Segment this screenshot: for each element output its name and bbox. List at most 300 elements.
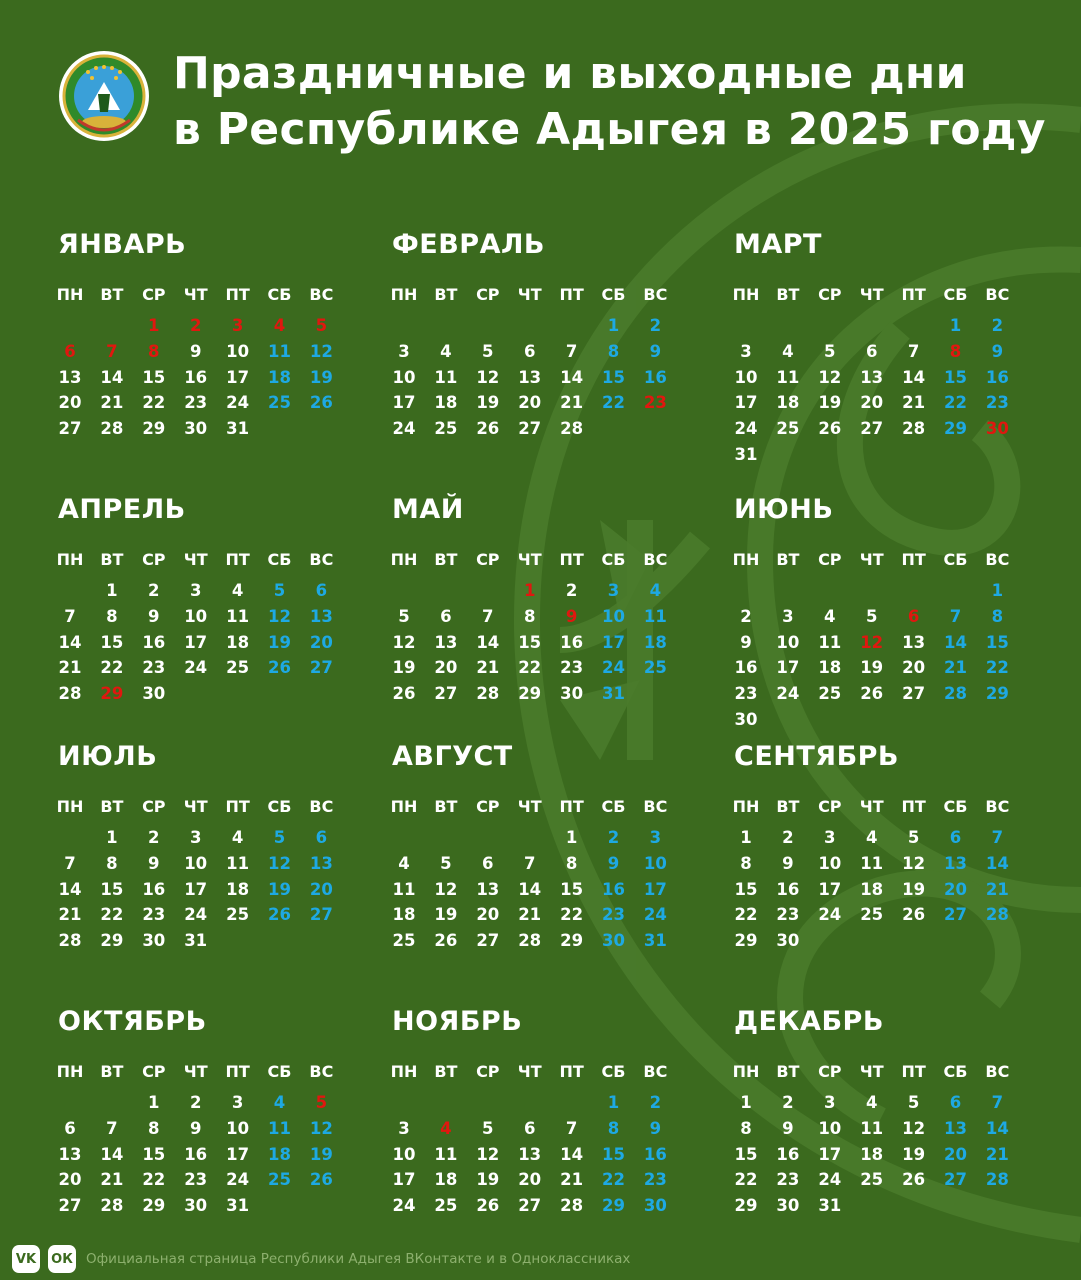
day-cell: 13	[309, 606, 333, 626]
day-cell: 11	[226, 606, 250, 626]
day-cell: 28	[100, 419, 124, 439]
day-cell: 16	[776, 1144, 800, 1164]
weekday-label: ПТ	[559, 797, 584, 816]
day-cell: 2	[189, 1093, 202, 1112]
month-name: АПРЕЛЬ	[58, 494, 186, 525]
day-cell: 6	[949, 828, 962, 847]
day-cell: 31	[818, 1196, 842, 1216]
day-cell: 4	[440, 341, 452, 361]
weekday-label: ПТ	[559, 550, 584, 569]
day-cell: 21	[985, 879, 1009, 899]
header	[58, 48, 1046, 155]
day-cell: 23	[560, 658, 584, 678]
weekday-label: ПН	[56, 285, 84, 304]
day-cell: 3	[189, 828, 202, 847]
weekday-label: ПН	[732, 285, 760, 304]
day-cell: 16	[602, 879, 625, 899]
day-cell: 5	[907, 1093, 920, 1112]
day-cell: 17	[226, 367, 250, 387]
weekday-label: СР	[142, 285, 166, 304]
day-cell: 3	[398, 1118, 410, 1138]
day-cell: 31	[734, 445, 758, 464]
day-cell: 9	[189, 1118, 202, 1138]
month-name: ИЮЛЬ	[58, 741, 158, 772]
day-cell: 2	[782, 1093, 794, 1112]
day-cell: 26	[392, 684, 416, 704]
day-cell: 7	[565, 341, 578, 361]
month-9	[734, 737, 1034, 997]
weekday-label: СБ	[943, 797, 968, 816]
weekday-label: ПТ	[901, 550, 926, 569]
month-11	[392, 1002, 692, 1262]
day-cell: 26	[309, 393, 333, 413]
day-cell: 20	[860, 393, 884, 413]
day-cell: 11	[268, 341, 291, 361]
weekday-label: СБ	[601, 285, 626, 304]
day-cell: 7	[523, 853, 536, 873]
day-cell: 28	[100, 1196, 124, 1216]
day-cell: 29	[734, 1196, 758, 1216]
day-cell: 22	[142, 393, 166, 413]
day-cell: 29	[142, 1196, 166, 1216]
month-name: СЕНТЯБРЬ	[734, 741, 900, 772]
day-cell: 31	[226, 1196, 250, 1216]
day-cell: 16	[184, 1144, 208, 1164]
weekday-label: ПН	[56, 1062, 84, 1081]
day-cell: 5	[865, 606, 878, 626]
day-cell: 11	[860, 853, 884, 873]
day-cell: 9	[607, 853, 620, 873]
day-cell: 25	[226, 905, 250, 925]
day-cell: 16	[142, 632, 166, 652]
weekday-label: СБ	[267, 797, 292, 816]
page-title	[173, 46, 1053, 158]
day-cell: 17	[776, 658, 800, 678]
day-cell: 1	[106, 581, 118, 600]
weekday-label: ЧТ	[517, 550, 542, 569]
day-cell: 23	[985, 393, 1009, 413]
day-cell: 5	[398, 606, 410, 626]
day-cell: 22	[560, 905, 584, 925]
day-cell: 16	[142, 879, 166, 899]
day-cell: 5	[824, 341, 836, 361]
day-cell: 6	[482, 853, 494, 873]
weekday-label: СБ	[943, 1062, 968, 1081]
month-name: МАРТ	[734, 229, 822, 260]
day-cell: 23	[142, 905, 166, 925]
day-cell: 28	[560, 419, 584, 439]
day-cell: 8	[148, 341, 160, 361]
day-cell: 7	[106, 341, 118, 361]
day-cell: 22	[602, 393, 625, 413]
day-cell: 16	[560, 632, 584, 652]
title-line-2: в Республике Адыгея в 2025 году	[173, 104, 1046, 155]
day-cell: 14	[58, 632, 82, 652]
weekday-label: ЧТ	[859, 285, 884, 304]
day-cell: 21	[560, 393, 584, 413]
weekday-label: ВС	[309, 797, 334, 816]
weekday-label: ПТ	[901, 797, 926, 816]
day-cell: 19	[309, 1144, 333, 1164]
day-cell: 24	[776, 684, 800, 704]
day-cell: 4	[398, 853, 410, 873]
weekday-label: ПТ	[225, 797, 250, 816]
day-cell: 26	[268, 905, 291, 925]
day-cell: 30	[776, 931, 800, 951]
day-cell: 5	[440, 853, 452, 873]
weekday-label: ВТ	[776, 550, 800, 569]
day-cell: 23	[734, 684, 758, 704]
weekday-label: СБ	[267, 285, 292, 304]
day-cell: 21	[944, 658, 967, 678]
day-cell: 7	[106, 1118, 118, 1138]
day-cell: 2	[607, 828, 620, 847]
day-cell: 18	[860, 879, 884, 899]
weekday-label: СБ	[601, 1062, 626, 1081]
day-cell: 31	[226, 419, 250, 439]
day-cell: 3	[607, 581, 620, 600]
day-cell: 27	[58, 419, 82, 439]
day-cell: 9	[148, 606, 160, 626]
day-cell: 11	[860, 1118, 884, 1138]
weekday-label: ВС	[985, 797, 1010, 816]
day-cell: 1	[565, 828, 578, 847]
day-cell: 15	[734, 879, 758, 899]
day-cell: 6	[907, 606, 920, 626]
day-cell: 25	[643, 658, 667, 678]
day-cell: 10	[184, 606, 208, 626]
day-cell: 8	[991, 606, 1004, 626]
day-cell: 4	[273, 316, 286, 335]
day-cell: 2	[782, 828, 794, 847]
weekday-label: ВТ	[434, 797, 458, 816]
weekday-label: ВТ	[776, 285, 800, 304]
day-cell: 17	[818, 879, 842, 899]
day-cell: 27	[309, 905, 333, 925]
footer-text: Официальная страница Республики Адыгея ВКонтакте и в Одноклассниках	[86, 1251, 631, 1267]
day-cell: 5	[482, 341, 494, 361]
day-cell: 21	[100, 393, 124, 413]
day-cell: 10	[734, 367, 758, 387]
day-cell: 26	[268, 658, 291, 678]
weekday-label: ПН	[390, 285, 418, 304]
weekday-label: ПТ	[225, 285, 250, 304]
day-cell: 17	[734, 393, 758, 413]
day-cell: 12	[902, 1118, 926, 1138]
vk-icon[interactable]: VK	[12, 1245, 40, 1273]
day-cell: 10	[643, 853, 667, 873]
day-cell: 8	[106, 606, 118, 626]
day-cell: 24	[184, 658, 208, 678]
day-cell: 18	[226, 632, 250, 652]
day-cell: 26	[476, 419, 500, 439]
day-cell: 25	[226, 658, 250, 678]
day-cell: 10	[818, 1118, 842, 1138]
day-cell: 3	[824, 828, 836, 847]
day-cell: 25	[860, 1170, 884, 1190]
day-cell: 30	[643, 1196, 667, 1216]
weekday-label: СР	[142, 1062, 166, 1081]
day-cell: 28	[560, 1196, 584, 1216]
day-cell: 14	[518, 879, 542, 899]
day-cell: 19	[476, 393, 500, 413]
day-cell: 19	[818, 393, 842, 413]
day-cell: 18	[860, 1144, 884, 1164]
day-cell: 17	[602, 632, 625, 652]
day-cell: 15	[944, 367, 967, 387]
day-cell: 9	[782, 1118, 794, 1138]
day-cell: 8	[106, 853, 118, 873]
weekday-label: ПТ	[559, 285, 584, 304]
day-cell: 19	[268, 632, 291, 652]
weekday-label: ЧТ	[183, 550, 208, 569]
day-cell: 1	[991, 581, 1004, 600]
weekday-label: ПН	[390, 797, 418, 816]
weekday-label: СР	[818, 550, 842, 569]
day-cell: 14	[476, 632, 500, 652]
day-cell: 17	[184, 879, 208, 899]
day-cell: 4	[231, 828, 244, 847]
ok-icon[interactable]: ОК	[48, 1245, 76, 1273]
day-cell: 6	[64, 1118, 76, 1138]
day-cell: 28	[902, 419, 926, 439]
weekday-label: ВС	[985, 550, 1010, 569]
day-cell: 27	[944, 905, 967, 925]
day-cell: 1	[740, 828, 752, 847]
day-cell: 17	[818, 1144, 842, 1164]
day-cell: 15	[602, 367, 625, 387]
day-cell: 6	[949, 1093, 962, 1112]
day-cell: 1	[607, 1093, 620, 1112]
day-cell: 18	[268, 1144, 291, 1164]
day-cell: 12	[434, 879, 458, 899]
day-cell: 25	[860, 905, 884, 925]
day-cell: 7	[565, 1118, 578, 1138]
day-cell: 16	[776, 879, 800, 899]
day-cell: 25	[268, 393, 291, 413]
day-cell: 15	[518, 632, 542, 652]
month-6	[734, 490, 1034, 750]
weekday-label: ПТ	[559, 1062, 584, 1081]
day-cell: 17	[226, 1144, 250, 1164]
day-cell: 13	[902, 632, 926, 652]
month-2	[392, 225, 692, 485]
day-cell: 28	[985, 905, 1009, 925]
day-cell: 20	[518, 1170, 542, 1190]
day-cell: 12	[309, 341, 333, 361]
day-cell: 14	[902, 367, 926, 387]
day-cell: 19	[476, 1170, 500, 1190]
weekday-label: ВС	[643, 550, 668, 569]
day-cell: 8	[523, 606, 536, 626]
day-cell: 3	[189, 581, 202, 600]
weekday-label: ЧТ	[517, 1062, 542, 1081]
day-cell: 9	[565, 606, 578, 626]
day-cell: 18	[776, 393, 800, 413]
day-cell: 14	[100, 1144, 124, 1164]
weekday-label: ПН	[56, 797, 84, 816]
day-cell: 29	[560, 931, 584, 951]
day-cell: 30	[560, 684, 584, 704]
day-cell: 24	[818, 1170, 842, 1190]
day-cell: 4	[865, 828, 878, 847]
day-cell: 31	[602, 684, 625, 704]
adygea-emblem-icon	[58, 50, 150, 142]
day-cell: 30	[142, 684, 166, 704]
day-cell: 29	[985, 684, 1009, 704]
day-cell: 19	[268, 879, 291, 899]
footer	[12, 1245, 630, 1273]
day-cell: 2	[148, 828, 160, 847]
day-cell: 1	[523, 581, 536, 600]
day-cell: 10	[392, 367, 416, 387]
day-cell: 14	[560, 1144, 584, 1164]
day-cell: 9	[649, 341, 662, 361]
day-cell: 30	[184, 419, 208, 439]
day-cell: 19	[902, 1144, 926, 1164]
weekday-label: СР	[476, 797, 500, 816]
day-cell: 8	[607, 1118, 620, 1138]
month-4	[58, 490, 358, 750]
day-cell: 20	[434, 658, 458, 678]
day-cell: 14	[944, 632, 967, 652]
day-cell: 23	[184, 393, 208, 413]
day-cell: 8	[740, 1118, 752, 1138]
day-cell: 20	[58, 393, 82, 413]
day-cell: 23	[142, 658, 166, 678]
day-cell: 23	[602, 905, 625, 925]
day-cell: 11	[226, 853, 250, 873]
weekday-label: СР	[818, 1062, 842, 1081]
day-cell: 10	[226, 341, 250, 361]
day-cell: 2	[148, 581, 160, 600]
day-cell: 3	[649, 828, 662, 847]
day-cell: 16	[643, 367, 667, 387]
day-cell: 30	[776, 1196, 800, 1216]
day-cell: 24	[734, 419, 758, 439]
day-cell: 1	[607, 316, 620, 335]
day-cell: 7	[991, 1093, 1004, 1112]
weekday-label: СР	[818, 797, 842, 816]
day-cell: 23	[776, 905, 800, 925]
weekday-label: СБ	[601, 550, 626, 569]
day-cell: 9	[649, 1118, 662, 1138]
day-cell: 10	[392, 1144, 416, 1164]
day-cell: 23	[643, 393, 667, 413]
month-name: НОЯБРЬ	[392, 1006, 523, 1037]
day-cell: 27	[58, 1196, 82, 1216]
day-cell: 13	[518, 367, 542, 387]
day-cell: 27	[518, 1196, 542, 1216]
day-cell: 28	[985, 1170, 1009, 1190]
day-cell: 8	[148, 1118, 160, 1138]
day-cell: 2	[189, 316, 202, 335]
weekday-label: ВС	[309, 285, 334, 304]
day-cell: 3	[782, 606, 794, 626]
day-cell: 20	[902, 658, 926, 678]
day-cell: 23	[776, 1170, 800, 1190]
day-cell: 6	[523, 341, 536, 361]
day-cell: 27	[434, 684, 458, 704]
weekday-label: ПТ	[225, 1062, 250, 1081]
month-10	[58, 1002, 358, 1262]
day-cell: 31	[643, 931, 667, 951]
day-cell: 6	[64, 341, 76, 361]
day-cell: 7	[949, 606, 962, 626]
weekday-label: ПН	[732, 550, 760, 569]
weekday-label: ПН	[390, 550, 418, 569]
day-cell: 3	[740, 341, 752, 361]
weekday-label: ЧТ	[859, 1062, 884, 1081]
day-cell: 3	[231, 316, 244, 335]
day-cell: 12	[476, 1144, 500, 1164]
day-cell: 11	[643, 606, 667, 626]
day-cell: 21	[58, 905, 82, 925]
day-cell: 8	[607, 341, 620, 361]
day-cell: 24	[602, 658, 625, 678]
day-cell: 31	[184, 931, 208, 951]
day-cell: 2	[740, 606, 752, 626]
weekday-label: СР	[142, 797, 166, 816]
weekday-label: ВС	[643, 797, 668, 816]
day-cell: 9	[782, 853, 794, 873]
day-cell: 8	[949, 341, 962, 361]
day-cell: 18	[434, 393, 458, 413]
day-cell: 28	[476, 684, 500, 704]
day-cell: 4	[273, 1093, 286, 1112]
day-cell: 28	[58, 931, 82, 951]
weekday-label: СР	[476, 550, 500, 569]
day-cell: 22	[142, 1170, 166, 1190]
day-cell: 1	[148, 316, 160, 335]
day-cell: 15	[100, 632, 124, 652]
day-cell: 13	[944, 1118, 967, 1138]
weekday-label: СР	[476, 1062, 500, 1081]
day-cell: 15	[142, 1144, 166, 1164]
day-cell: 12	[476, 367, 500, 387]
day-cell: 20	[309, 632, 333, 652]
day-cell: 21	[985, 1144, 1009, 1164]
day-cell: 29	[734, 931, 758, 951]
day-cell: 2	[565, 581, 578, 600]
day-cell: 21	[476, 658, 500, 678]
day-cell: 16	[184, 367, 208, 387]
day-cell: 16	[734, 658, 758, 678]
month-12	[734, 1002, 1034, 1262]
day-cell: 12	[818, 367, 842, 387]
day-cell: 13	[434, 632, 458, 652]
day-cell: 13	[309, 853, 333, 873]
day-cell: 17	[392, 393, 416, 413]
day-cell: 25	[818, 684, 842, 704]
weekday-label: ВС	[643, 285, 668, 304]
weekday-label: ЧТ	[517, 285, 542, 304]
weekday-label: ВС	[643, 1062, 668, 1081]
month-1	[58, 225, 358, 485]
day-cell: 18	[818, 658, 842, 678]
day-cell: 24	[818, 905, 842, 925]
weekday-label: СБ	[943, 285, 968, 304]
day-cell: 30	[184, 1196, 208, 1216]
month-7	[58, 737, 358, 997]
day-cell: 18	[226, 879, 250, 899]
title-line-1: Праздничные и выходные дни	[173, 48, 967, 99]
day-cell: 15	[734, 1144, 758, 1164]
day-cell: 17	[643, 879, 667, 899]
weekday-label: ВС	[309, 1062, 334, 1081]
weekday-label: ПН	[732, 1062, 760, 1081]
day-cell: 20	[944, 879, 967, 899]
